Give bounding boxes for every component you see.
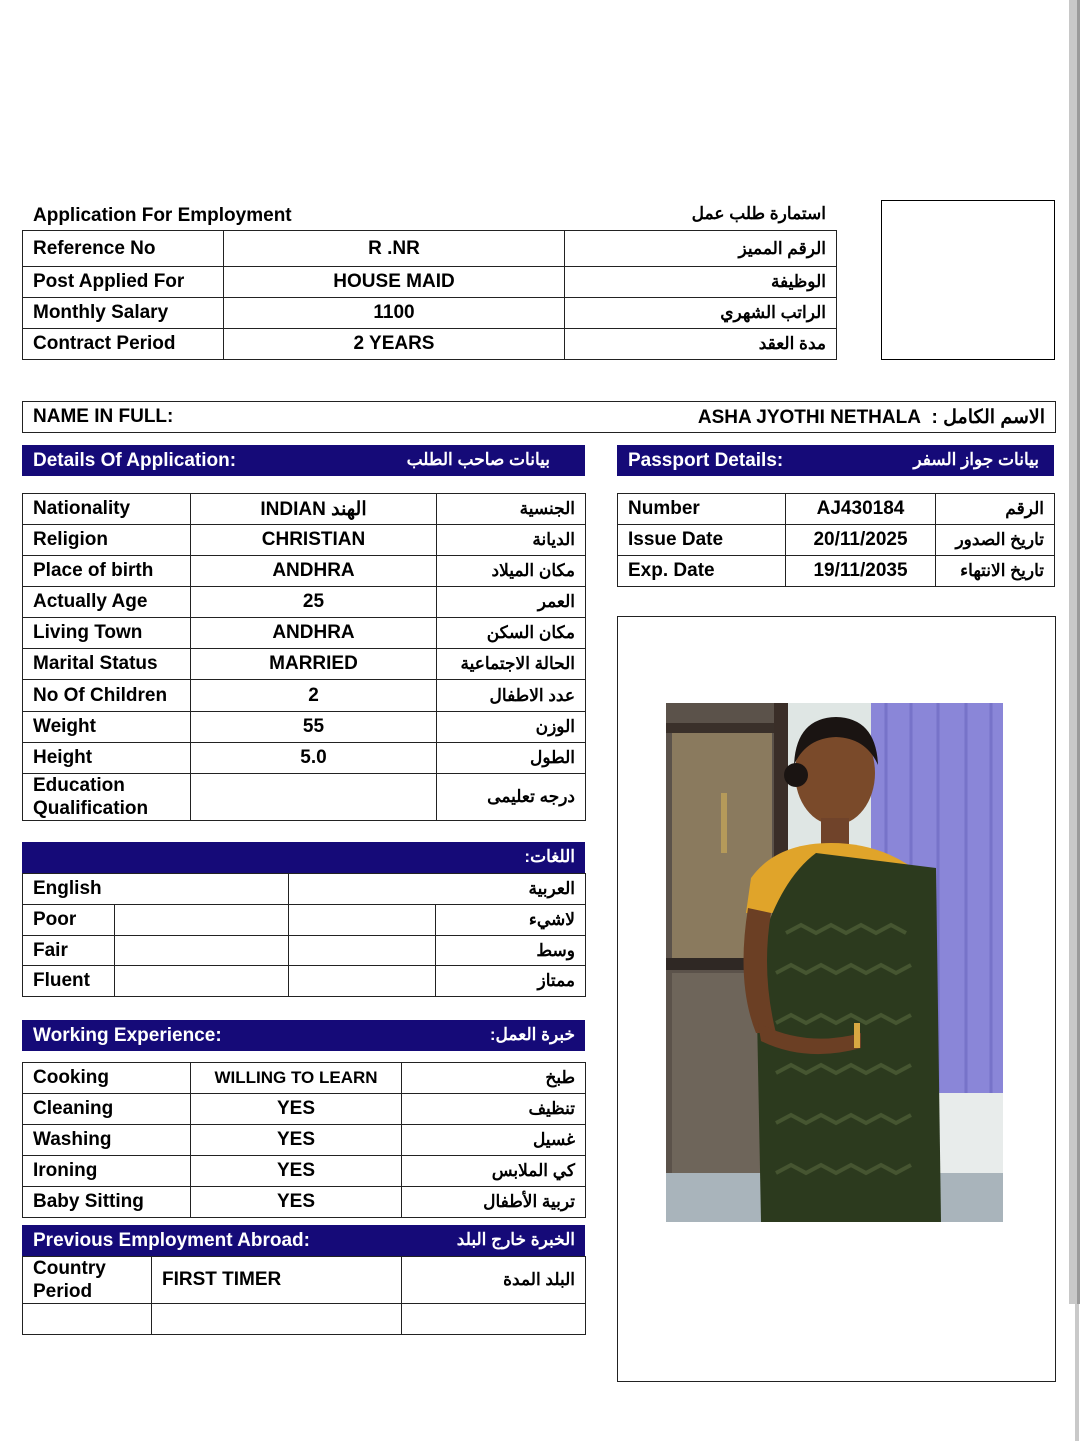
full-name-text: ASHA JYOTHI NETHALA bbox=[697, 407, 921, 428]
row-label: Ironing bbox=[23, 1156, 191, 1187]
row-label: Marital Status bbox=[23, 649, 191, 680]
row-label-arabic: غسيل bbox=[402, 1125, 586, 1156]
row-label-arabic: كي الملابس bbox=[402, 1156, 586, 1187]
row-label: Washing bbox=[23, 1125, 191, 1156]
row-value: ANDHRA bbox=[191, 556, 437, 587]
row-label: Living Town bbox=[23, 618, 191, 649]
table-row bbox=[23, 525, 586, 556]
table-row bbox=[23, 936, 586, 966]
row-label: Place of birth bbox=[23, 556, 191, 587]
monthly-salary-value: 1100 bbox=[224, 298, 565, 329]
row-label: Cooking bbox=[23, 1063, 191, 1094]
level-label: Fair bbox=[23, 936, 115, 966]
languages-title-arabic: اللغات: bbox=[524, 847, 575, 866]
details-title: Details Of Application: bbox=[33, 450, 237, 471]
table-row bbox=[23, 298, 837, 329]
row-value: 5.0 bbox=[191, 743, 437, 774]
english-fair-cell bbox=[115, 936, 289, 966]
row-label-arabic: الحالة الاجتماعية bbox=[437, 649, 586, 680]
table-row bbox=[23, 712, 586, 743]
table-row bbox=[23, 649, 586, 680]
row-label: Number bbox=[618, 494, 786, 525]
row-label: Contract Period bbox=[23, 329, 224, 360]
table-row bbox=[23, 1125, 586, 1156]
row-label-arabic: تاريخ الانتهاء bbox=[936, 556, 1055, 587]
row-label-arabic: الرقم المميز bbox=[565, 231, 837, 267]
row-label-arabic: العمر bbox=[437, 587, 586, 618]
experience-title: Working Experience: bbox=[33, 1025, 222, 1046]
table-row bbox=[23, 680, 586, 712]
row-label-arabic: مكان الميلاد bbox=[437, 556, 586, 587]
row-label: Education Qualification bbox=[23, 774, 191, 821]
country-period-value: FIRST TIMER bbox=[152, 1257, 402, 1304]
abroad-title-arabic: الخبرة خارج البلد bbox=[456, 1230, 575, 1249]
level-label-arabic: ممتاز bbox=[436, 966, 586, 997]
country-period-label-arabic: البلد المدة bbox=[402, 1257, 586, 1304]
empty-cell bbox=[23, 1304, 152, 1335]
row-label: Baby Sitting bbox=[23, 1187, 191, 1218]
row-value: ANDHRA bbox=[191, 618, 437, 649]
applicant-photo bbox=[666, 703, 1003, 1222]
row-label-arabic: الرقم bbox=[936, 494, 1055, 525]
empty-cell bbox=[402, 1304, 586, 1335]
table-row bbox=[23, 587, 586, 618]
table-row bbox=[23, 1063, 586, 1094]
full-name-value bbox=[698, 406, 1045, 429]
row-label: Actually Age bbox=[23, 587, 191, 618]
table-row bbox=[23, 329, 837, 360]
full-name-label-arabic: الاسم الكامل : bbox=[931, 407, 1045, 428]
row-value: YES bbox=[191, 1187, 402, 1218]
level-label-arabic: وسط bbox=[436, 936, 586, 966]
post-applied-value: HOUSE MAID bbox=[224, 267, 565, 298]
level-label-arabic: لاشيء bbox=[436, 905, 586, 936]
abroad-table bbox=[22, 1256, 586, 1335]
passport-title: Passport Details: bbox=[628, 450, 784, 471]
row-label: No Of Children bbox=[23, 680, 191, 712]
passport-photo-placeholder bbox=[881, 200, 1055, 360]
row-value: 2 bbox=[191, 680, 437, 712]
passport-table bbox=[617, 493, 1055, 587]
table-row bbox=[23, 743, 586, 774]
details-section-header bbox=[22, 445, 585, 476]
table-row bbox=[23, 905, 586, 936]
row-value: 25 bbox=[191, 587, 437, 618]
row-label: Weight bbox=[23, 712, 191, 743]
arabic-fluent-cell bbox=[289, 966, 436, 997]
table-row bbox=[23, 231, 837, 267]
row-label: Height bbox=[23, 743, 191, 774]
row-label: Religion bbox=[23, 525, 191, 556]
contract-period-value: 2 YEARS bbox=[224, 329, 565, 360]
english-fluent-cell bbox=[115, 966, 289, 997]
row-value: YES bbox=[191, 1156, 402, 1187]
table-row bbox=[23, 494, 586, 525]
row-label-arabic: الوظيفة bbox=[565, 267, 837, 298]
row-value: AJ430184 bbox=[786, 494, 936, 525]
level-label: Fluent bbox=[23, 966, 115, 997]
passport-section-header bbox=[617, 445, 1054, 476]
row-label: Exp. Date bbox=[618, 556, 786, 587]
table-row bbox=[23, 774, 586, 821]
row-label-arabic: مدة العقد bbox=[565, 329, 837, 360]
application-summary-table bbox=[22, 230, 837, 360]
table-row bbox=[618, 525, 1055, 556]
row-value: 55 bbox=[191, 712, 437, 743]
details-table bbox=[22, 493, 586, 821]
row-value: INDIAN الهند bbox=[191, 494, 437, 525]
table-row bbox=[23, 1304, 586, 1335]
country-period-label: Country Period bbox=[23, 1257, 152, 1304]
passport-title-arabic: بيانات جواز السفر bbox=[913, 450, 1039, 469]
experience-table bbox=[22, 1062, 586, 1218]
table-row bbox=[23, 966, 586, 997]
table-row bbox=[23, 874, 586, 905]
table-row bbox=[23, 556, 586, 587]
row-value bbox=[191, 774, 437, 821]
row-label: Nationality bbox=[23, 494, 191, 525]
full-name-field bbox=[22, 401, 1056, 433]
arabic-poor-cell bbox=[289, 905, 436, 936]
row-label-arabic: تنظيف bbox=[402, 1094, 586, 1125]
row-label: Post Applied For bbox=[23, 267, 224, 298]
language-english-label: English bbox=[23, 874, 289, 905]
row-label-arabic: الراتب الشهري bbox=[565, 298, 837, 329]
row-value: CHRISTIAN bbox=[191, 525, 437, 556]
row-label-arabic: درجه تعليمى bbox=[437, 774, 586, 821]
row-value: 20/11/2025 bbox=[786, 525, 936, 556]
row-label-arabic: الطول bbox=[437, 743, 586, 774]
row-value: MARRIED bbox=[191, 649, 437, 680]
table-row bbox=[23, 1257, 586, 1304]
abroad-title: Previous Employment Abroad: bbox=[33, 1230, 310, 1251]
row-label-arabic: مكان السكن bbox=[437, 618, 586, 649]
level-label: Poor bbox=[23, 905, 115, 936]
empty-cell bbox=[152, 1304, 402, 1335]
table-row bbox=[23, 618, 586, 649]
table-row bbox=[618, 556, 1055, 587]
row-label-arabic: الديانة bbox=[437, 525, 586, 556]
row-value: 19/11/2035 bbox=[786, 556, 936, 587]
row-label: Cleaning bbox=[23, 1094, 191, 1125]
table-row bbox=[23, 1094, 586, 1125]
form-title: Application For Employment bbox=[33, 205, 292, 226]
abroad-section-header bbox=[22, 1225, 585, 1256]
scrollbar-thumb[interactable] bbox=[1069, 0, 1080, 1304]
row-label-arabic: طبخ bbox=[402, 1063, 586, 1094]
table-row bbox=[23, 267, 837, 298]
row-label-arabic: تاريخ الصدور bbox=[936, 525, 1055, 556]
arabic-fair-cell bbox=[289, 936, 436, 966]
language-arabic-label: العربية bbox=[289, 874, 586, 905]
experience-title-arabic: خبرة العمل: bbox=[489, 1025, 575, 1044]
row-label-arabic: تربية الأطفال bbox=[402, 1187, 586, 1218]
languages-section-header bbox=[22, 842, 585, 873]
table-row bbox=[618, 494, 1055, 525]
languages-table bbox=[22, 873, 586, 997]
table-row bbox=[23, 1187, 586, 1218]
form-title-arabic: استمارة طلب عمل bbox=[691, 204, 826, 223]
english-poor-cell bbox=[115, 905, 289, 936]
full-name-label: NAME IN FULL: bbox=[33, 406, 174, 427]
row-value: YES bbox=[191, 1094, 402, 1125]
row-label-arabic: الجنسية bbox=[437, 494, 586, 525]
row-value: YES bbox=[191, 1125, 402, 1156]
row-label: Reference No bbox=[23, 231, 224, 267]
row-label-arabic: الوزن bbox=[437, 712, 586, 743]
row-value: WILLING TO LEARN bbox=[191, 1063, 402, 1094]
row-label: Issue Date bbox=[618, 525, 786, 556]
table-row bbox=[23, 1156, 586, 1187]
row-label-arabic: عدد الاطفال bbox=[437, 680, 586, 712]
details-title-arabic: بيانات صاحب الطلب bbox=[406, 450, 550, 469]
reference-no-value: R .NR bbox=[224, 231, 565, 267]
experience-section-header bbox=[22, 1020, 585, 1051]
row-label: Monthly Salary bbox=[23, 298, 224, 329]
